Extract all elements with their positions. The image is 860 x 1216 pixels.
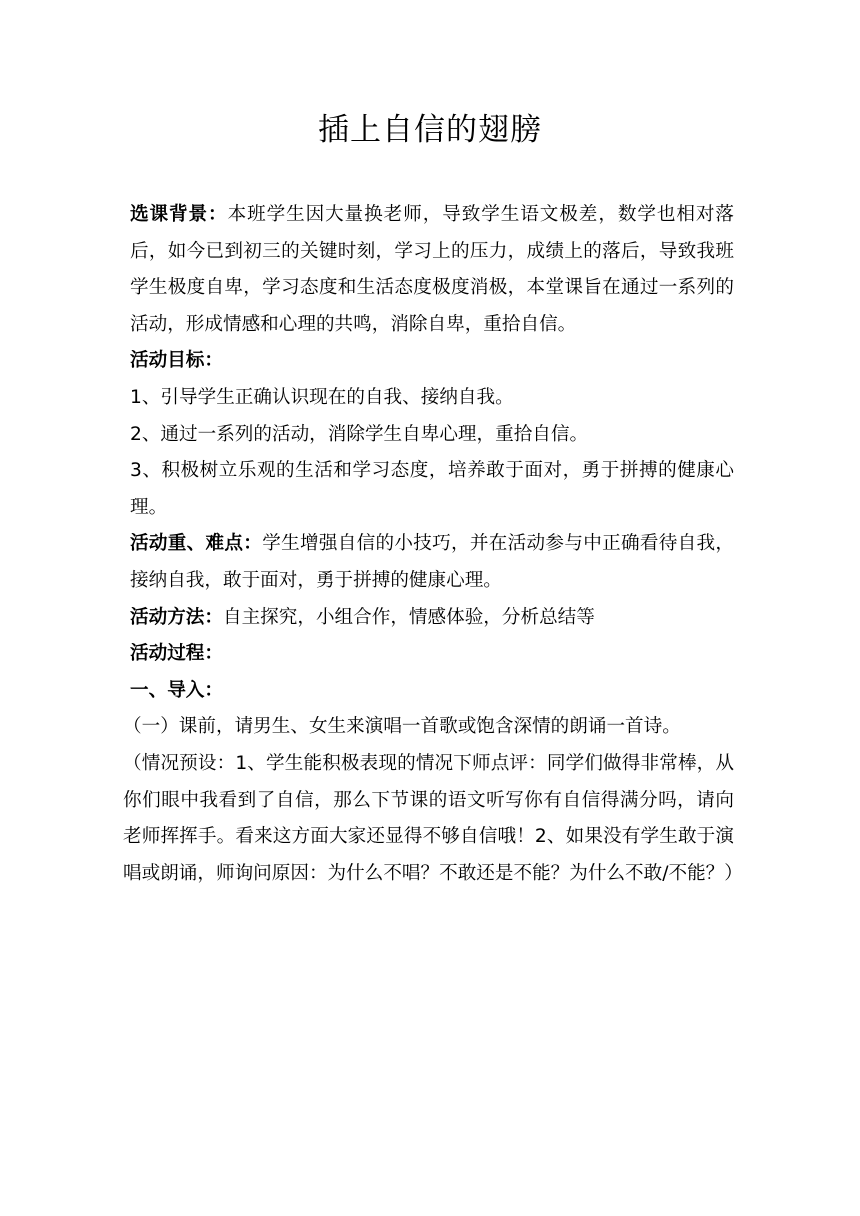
goal-item-3: 3、积极树立乐观的生活和学习态度，培养敢于面对，勇于拼搏的健康心理。 — [130, 460, 734, 518]
key-points-paragraph — [130, 526, 734, 599]
goal-item-1: 1、引导学生正确认识现在的自我、接纳自我。 — [130, 386, 514, 408]
section1-heading: 一、导入： — [130, 679, 223, 701]
section1-para1: （一）课前，请男生、女生来演唱一首歌或饱含深情的朗诵一首诗。 — [123, 716, 681, 738]
methods-text: 自主探究，小组合作，情感体验，分析总结等 — [222, 606, 595, 628]
document-body — [123, 197, 743, 892]
goals-label: 活动目标： — [130, 350, 223, 372]
key-points-text: 学生增强自信的小技巧，并在活动参与中正确看待自我，接纳自我，敢于面对，勇于拼搏的健康心理。 — [130, 533, 734, 591]
process-label: 活动过程： — [130, 643, 223, 665]
background-text: 本班学生因大量换老师，导致学生语文极差，数学也相对落后，如今已到初三的关键时刻，学习上的压力，成绩上的落后，导致我班学生极度自卑，学习态度和生活态度极度消极，本堂课旨在通过一系列的活动，形成情感和心理的共鸣，消除自卑，重拾自信。 — [130, 204, 734, 335]
section1-para2: （情况预设：1、学生能积极表现的情况下师点评：同学们做得非常棒，从你们眼中我看到了自信，那么下节课的语文听写你有自信得满分吗，请向老师挥挥手。看来这方面大家还显得不够自信哦！2、如果没有学生敢于演唱或朗诵，师询问原因：为什么不唱？不敢还是不能？为什么不敢/不能？） — [123, 752, 743, 884]
methods-paragraph — [130, 600, 734, 637]
document-title: 插上自信的翅膀 — [318, 112, 542, 148]
methods-label: 活动方法： — [130, 606, 223, 628]
goal-item-2: 2、通过一系列的活动，消除学生自卑心理，重拾自信。 — [130, 423, 589, 445]
background-paragraph — [130, 197, 734, 343]
background-label: 选课背景： — [130, 204, 228, 225]
key-points-label: 活动重、难点： — [130, 533, 263, 555]
